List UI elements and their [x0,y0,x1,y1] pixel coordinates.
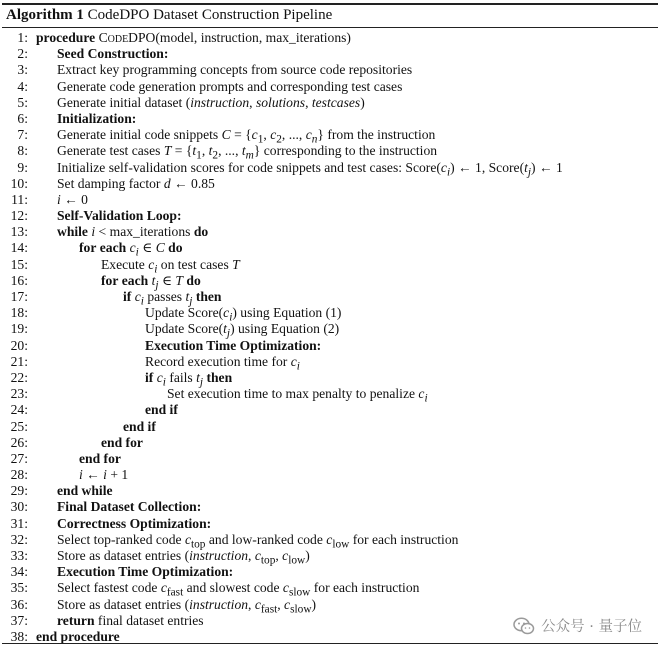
line-text: Execute $c_i$ on test cases T [101,256,240,276]
line-text: end for [101,434,143,450]
line-text: Self-Validation Loop: [57,208,182,224]
algorithm-line [0,386,660,405]
line-text: Initialize self-validation scores for code snippets and test cases: $Score(c_i)$ ← 1, $Score(t_j)$ ← 1 [57,159,563,179]
algorithm-line [0,369,660,389]
line-number: 32: [10,531,28,547]
line-number: 15: [10,256,28,272]
line-number: 2: [17,46,28,62]
line-text: if $c_i$ passes $t_j$ then [123,289,222,308]
algorithm-line [0,240,660,260]
title-rule [2,27,658,28]
line-number: 26: [10,434,28,450]
algorithm-line [0,30,660,46]
line-number: 17: [10,289,28,304]
line-text: Record execution time for $c_i$ [145,353,300,373]
line-number: 20: [10,337,28,353]
algorithm-body [0,30,660,645]
algorithm-line [0,548,660,567]
line-text: Execution Time Optimization: [145,337,322,353]
line-number: 14: [10,240,28,256]
line-text: Generate code generation prompts and corresponding test cases [57,78,403,94]
line-number: 30: [10,499,28,515]
line-text: end for [79,450,121,466]
line-text: Generate test cases $T = \{t_1$, $t_2$, ..., $t_m$} corresponding to the instruction [57,143,438,163]
algorithm-line [0,435,660,451]
algorithm-line [0,564,660,580]
line-text: Generate initial code snippets $C = \{c_1$, $c_2$, ..., $c_n$} from the instruction [57,127,436,146]
line-number: 22: [10,369,28,385]
line-number: 28: [10,467,28,483]
line-number: 34: [10,564,28,580]
line-text: Set execution time to max penalty to penalize $c_i$ [167,386,428,405]
line-number: 38: [10,628,28,644]
line-number: 31: [10,515,28,531]
line-number: 8: [17,143,28,159]
line-number: 11: [11,191,28,207]
line-number: 35: [10,580,28,596]
algorithm-line [0,402,660,418]
line-number: 19: [10,321,28,337]
line-text: Extract key programming concepts from source code repositories [57,62,413,78]
algorithm-line [0,338,660,354]
line-number: 24: [10,402,28,418]
line-text: Select fastest code $c_{fast}$ and slowest code $c_{slow}$ for each instruction [57,580,420,600]
line-number: 4: [17,78,28,94]
line-number: 7: [17,127,28,143]
line-text: return final dataset entries [57,612,204,628]
line-text: end procedure [36,628,120,644]
line-number: 29: [10,483,28,499]
line-number: 23: [10,386,28,402]
line-text: for each $c_i$ ∈ C do [79,240,183,260]
line-text: end if [123,418,156,434]
line-text: i ← i + 1 [79,467,129,483]
algorithm-line [0,111,660,127]
line-text: i ← 0 [57,191,88,207]
algorithm-line [0,208,660,224]
algorithm-line [0,596,660,616]
line-number: 12: [10,208,28,224]
line-text: Seed Construction: [57,46,169,62]
algorithm-line [0,143,660,163]
line-number: 27: [10,450,28,466]
watermark [513,615,642,636]
line-number: 1: [17,30,28,45]
algorithm-label: Algorithm 1 [6,7,84,23]
algorithm-line [0,321,660,341]
line-text: procedure CodeDPO(model, instruction, max_iterations) [36,30,351,45]
algorithm-line [0,256,660,276]
line-text: Update $Score(t_j)$ using Equation (2) [145,321,340,341]
algorithm-line [0,192,660,208]
line-number: 16: [10,272,28,288]
line-number: 6: [17,110,28,126]
line-text: Execution Time Optimization: [57,564,234,580]
algorithm-name: CodeDPO Dataset Construction Pipeline [87,7,333,23]
line-text: end while [57,483,113,499]
line-number: 33: [10,548,28,563]
algorithm-line [0,467,660,483]
algorithm-line [0,483,660,499]
algorithm-line [0,159,660,179]
bottom-rule [2,643,658,644]
line-number: 10: [10,175,28,191]
algorithm-line [0,516,660,532]
algorithm-line [0,95,660,111]
line-text: Correctness Optimization: [57,515,212,531]
line-text: Final Dataset Collection: [57,499,202,515]
algorithm-line [0,580,660,600]
algorithm-line [0,499,660,515]
line-text: for each $t_j$ ∈ T do [101,272,201,292]
algorithm-line [0,419,660,435]
algorithm-line [0,176,660,192]
line-number: 5: [17,94,28,110]
line-number: 9: [17,159,28,175]
line-number: 18: [10,305,28,321]
watermark-text: 公众号 · 量子位 [541,619,642,635]
line-text: Set damping factor d ← 0.85 [57,175,215,191]
line-number: 3: [17,62,28,78]
algorithm-line [0,353,660,373]
line-text: Store as dataset entries (instruction, $c_{fast}$, $c_{slow}$) [57,596,317,616]
line-number: 37: [10,612,28,628]
line-text: Select top-ranked code $c_{top}$ and low-ranked code $c_{low}$ for each instruction [57,531,459,551]
algorithm-title [6,5,332,25]
algorithm-line [0,289,660,308]
line-number: 13: [10,224,28,240]
algorithm-line [0,224,660,240]
line-number: 36: [10,596,28,612]
line-text: if $c_i$ fails $t_j$ then [145,369,233,389]
line-number: 25: [10,418,28,434]
algorithm-line [0,127,660,146]
line-text: Initialization: [57,110,137,126]
line-text: Store as dataset entries (instruction, $c_{top}$, $c_{low}$) [57,548,310,567]
algorithm-line [0,46,660,62]
algorithm-line [0,451,660,467]
line-text: Update $Score(c_i)$ using Equation (1) [145,305,342,324]
line-text: while i < max_iterations do [57,224,209,240]
algorithm-line [0,531,660,551]
line-text: end if [145,402,178,418]
algorithm-line [0,79,660,95]
algorithm-line [0,272,660,292]
algorithm-line [0,62,660,78]
wechat-icon [513,617,535,635]
line-text: Generate initial dataset (instruction, solutions, testcases) [57,94,365,110]
line-number: 21: [10,353,28,369]
algorithm-line [0,305,660,324]
